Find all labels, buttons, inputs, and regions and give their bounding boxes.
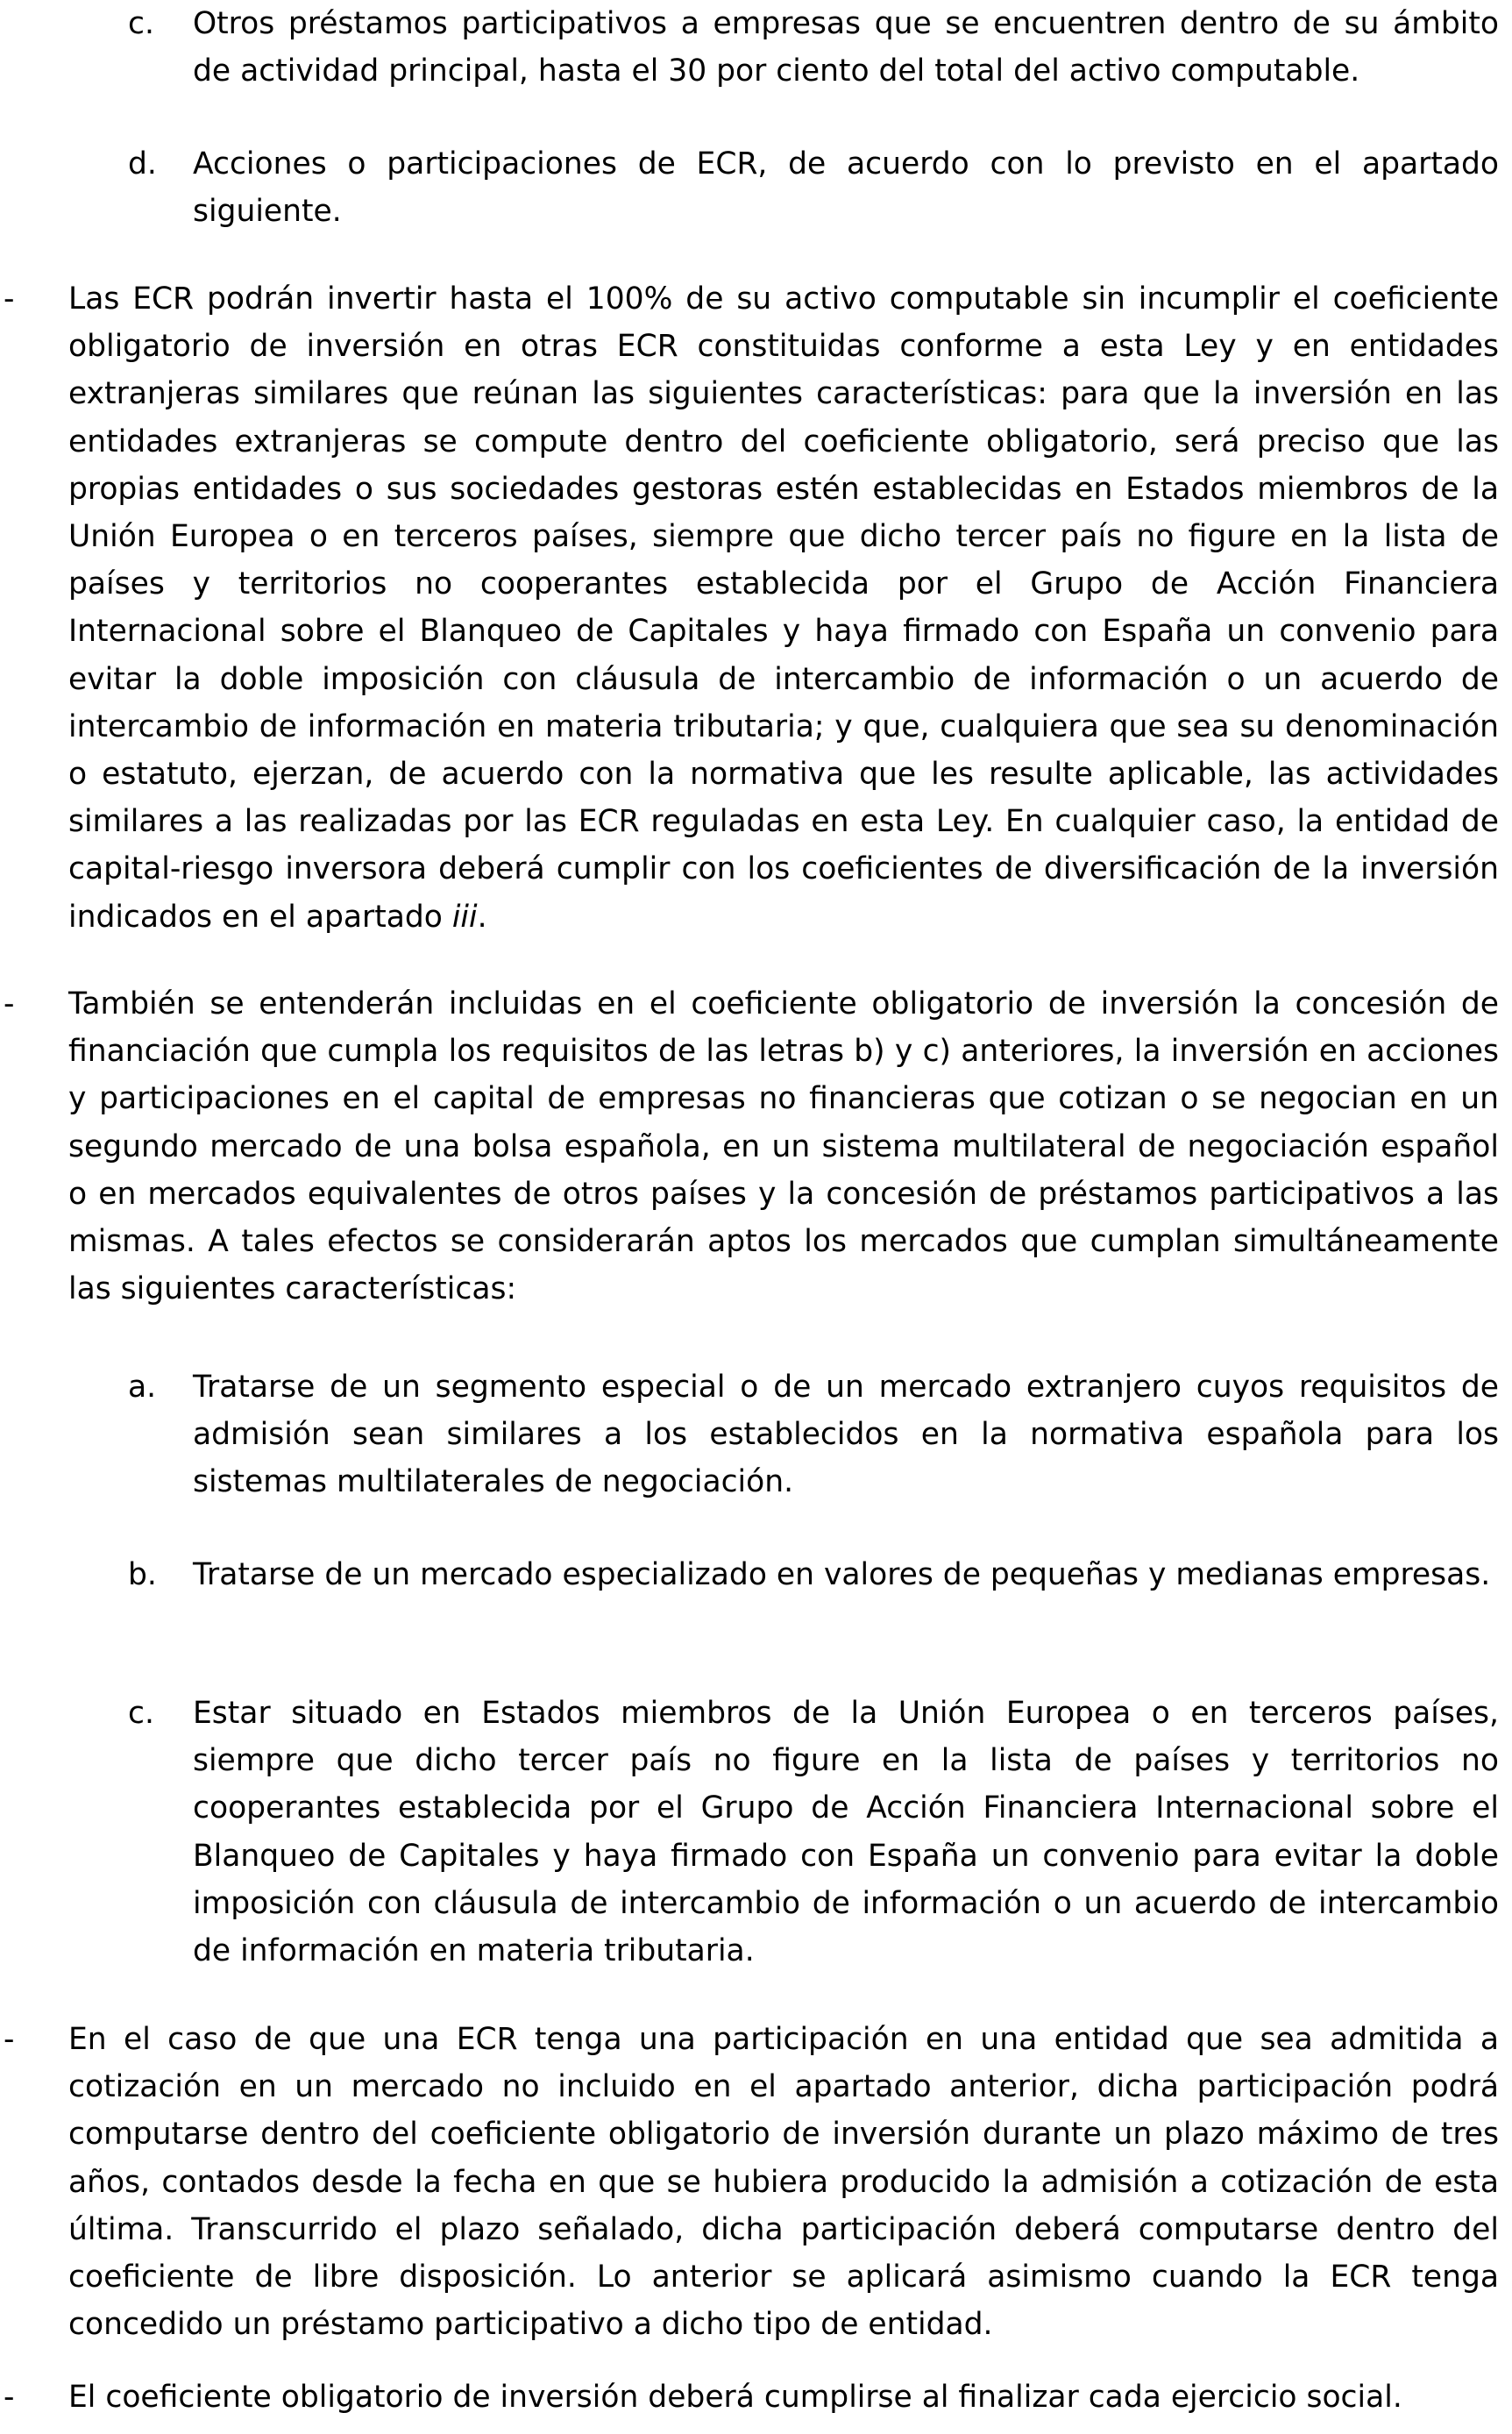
dash-marker-4: - bbox=[4, 2380, 15, 2415]
list-item-c-sub: Estar situado en Estados miembros de la Unión Europea o en terceros países, siempre que dicho tercer país no figure en la lista de países y territorios no cooperantes establecida por el Grupo de Acción Financiera Internacional sobre el Blanqueo de Capitales y haya firmado con España un convenio para evitar la doble imposición con cláusula de intercambio de información o un acuerdo de intercambio de información en materia tributaria. bbox=[193, 1696, 1499, 1969]
paragraph-annual-compliance: El coeficiente obligatorio de inversión deberá cumplirse al finalizar cada ejercicio social. bbox=[68, 2380, 1402, 2415]
list-marker-a: a. bbox=[128, 1370, 157, 1405]
list-marker-d: d. bbox=[128, 146, 157, 181]
paragraph-ecr-investment-text: Las ECR podrán invertir hasta el 100% de su activo computable sin incumplir el coeficiente obligatorio de inversión en otras ECR constituidas conforme a esta Ley y en entidades extranjeras similares que reúnan las siguientes características: para que la inversión en las entidades extranjeras se compute dentro del coeficiente obligatorio, será preciso que las propias entidades o sus sociedades gestoras estén establecidas en Estados miembros de la Unión Europea o en terceros países, siempre que dicho tercer país no figure en la lista de países y territorios no cooperantes establecida por el Grupo de Acción Financiera Internacional sobre el Blanqueo de Capitales y haya firmado con España un convenio para evitar la doble imposición con cláusula de intercambio de información o un acuerdo de intercambio de información en materia tributaria; y que, cualquiera que sea su denominación o estatuto, ejerzan, de acuerdo con la normativa que les resulte aplicable, las actividades similares a las realizadas por las ECR reguladas en esta Ley. En cualquier caso, la entidad de capital-riesgo inversora deberá cumplir con los coeficientes de diversificación de la inversión indicados en el apartado bbox=[68, 281, 1499, 935]
list-item-d: Acciones o participaciones de ECR, de acuerdo con lo previsto en el apartado siguiente. bbox=[193, 146, 1499, 230]
list-marker-b: b. bbox=[128, 1557, 157, 1592]
reference-iii: iii bbox=[451, 899, 478, 935]
paragraph-financing: También se entenderán incluidas en el coeficiente obligatorio de inversión la concesión de financiación que cumpla los requisitos de las letras b) y c) anteriores, la inversión en acciones y participaciones en el capital de empresas no financieras que cotizan o se negocian en un segundo mercado de una bolsa española, en un sistema multilateral de negociación español o en mercados equivalentes de otros países y la concesión de préstamos participativos a las mismas. A tales efectos se considerarán aptos los mercados que cumplan simultáneamente las siguientes características: bbox=[68, 986, 1499, 1307]
dash-marker-3: - bbox=[4, 2022, 15, 2057]
list-item-b: Tratarse de un mercado especializado en valores de pequeñas y medianas empresas. bbox=[193, 1557, 1491, 1592]
list-marker-c-sub: c. bbox=[128, 1696, 154, 1731]
list-item-c-top: Otros préstamos participativos a empresas que se encuentren dentro de su ámbito de actividad principal, hasta el 30 por ciento del total del activo computable. bbox=[193, 6, 1499, 89]
list-item-a: Tratarse de un segmento especial o de un mercado extranjero cuyos requisitos de admisión sean similares a los establecidos en la normativa española para los sistemas multilaterales de negociación. bbox=[193, 1370, 1499, 1500]
paragraph-ecr-investment-end: . bbox=[477, 899, 487, 935]
paragraph-admission: En el caso de que una ECR tenga una participación en una entidad que sea admitida a cotización en un mercado no incluido en el apartado anterior, dicha participación podrá computarse dentro del coeficiente obligatorio de inversión durante un plazo máximo de tres años, contados desde la fecha en que se hubiera producido la admisión a cotización de esta última. Transcurrido el plazo señalado, dicha participación deberá computarse dentro del coeficiente de libre disposición. Lo anterior se aplicará asimismo cuando la ECR tenga concedido un préstamo participativo a dicho tipo de entidad. bbox=[68, 2022, 1499, 2343]
dash-marker-1: - bbox=[4, 281, 15, 317]
paragraph-ecr-investment bbox=[68, 275, 1499, 941]
dash-marker-2: - bbox=[4, 986, 15, 1021]
list-marker-c: c. bbox=[128, 6, 154, 41]
